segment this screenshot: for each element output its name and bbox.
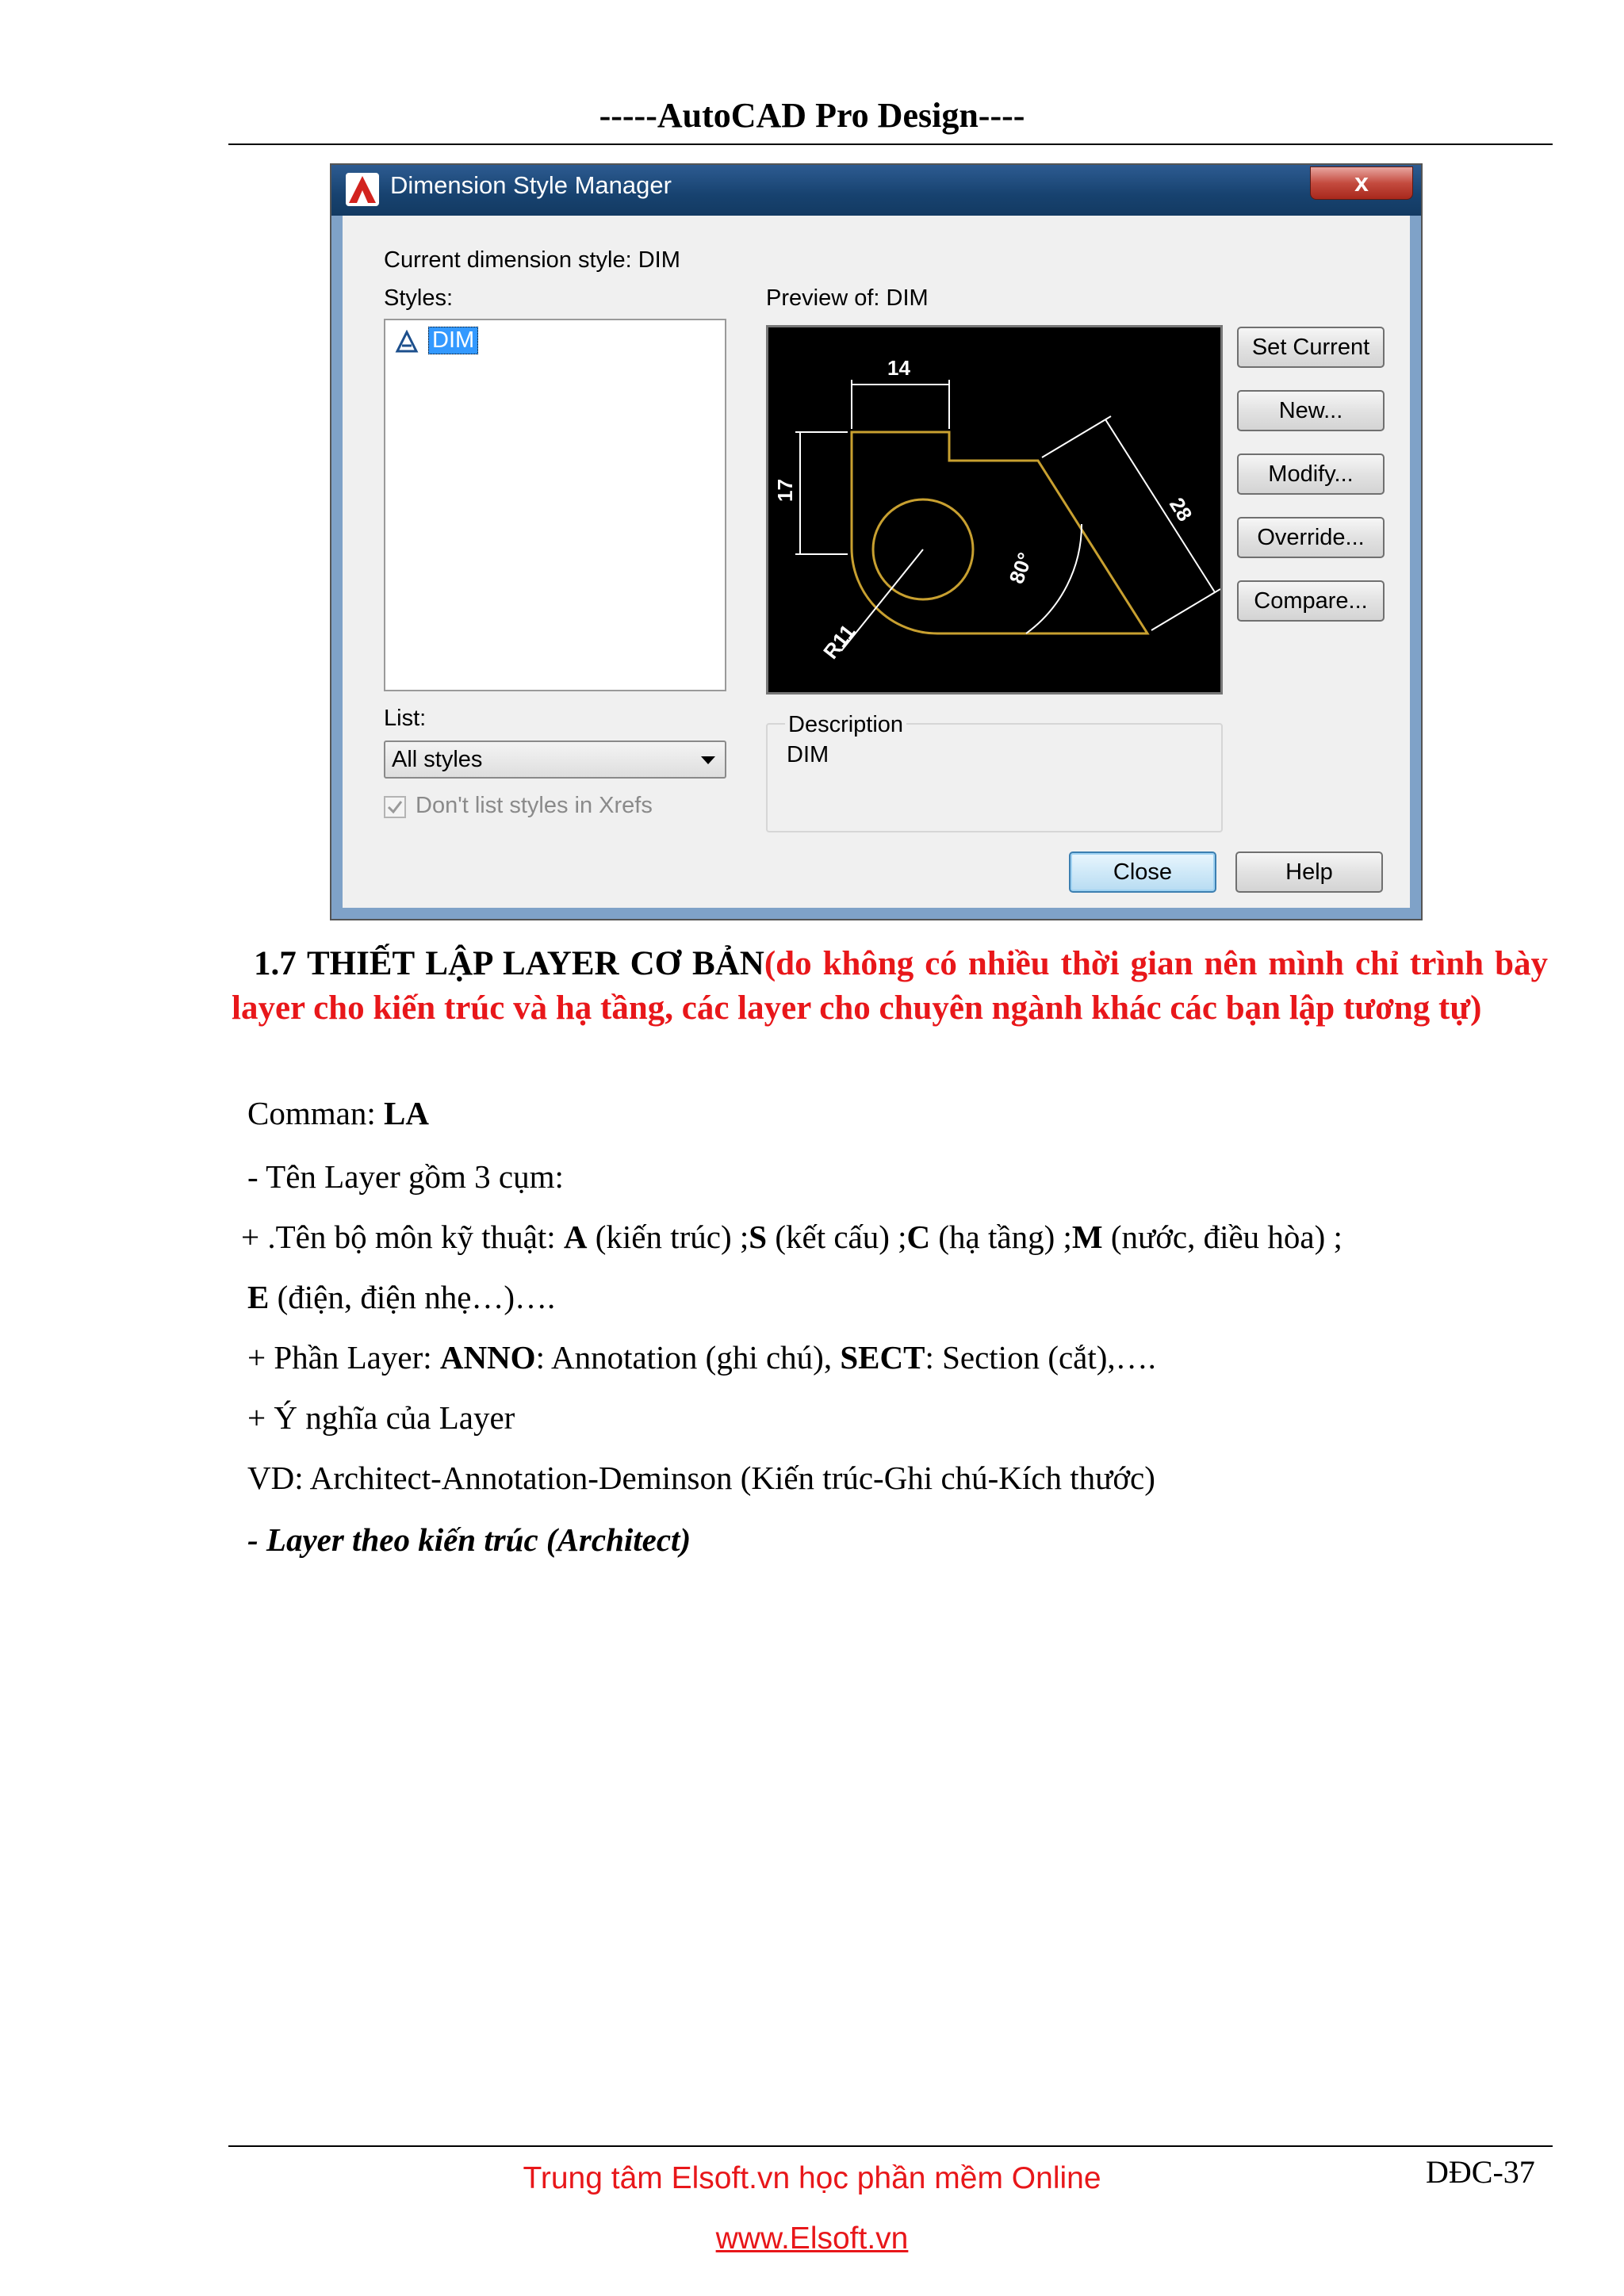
part-code-anno: ANNO: [439, 1339, 536, 1376]
discipline-text: (nước, điều hòa) ;: [1102, 1219, 1342, 1255]
list-dropdown[interactable]: [384, 740, 726, 779]
dim-17-label: 17: [773, 479, 797, 502]
xrefs-checkbox[interactable]: [384, 796, 406, 818]
list-label: List:: [384, 706, 427, 731]
close-button[interactable]: Close: [1069, 851, 1216, 893]
new-button[interactable]: New...: [1237, 390, 1385, 431]
compare-button[interactable]: Compare...: [1237, 580, 1385, 622]
discipline-text: + .Tên bộ môn kỹ thuật:: [241, 1219, 564, 1255]
discipline-code-c: C: [906, 1219, 931, 1255]
dialog-body: [343, 216, 1410, 908]
footer-rule: [228, 2145, 1553, 2147]
dim-style-icon: [395, 330, 419, 354]
command-line: [247, 1094, 429, 1132]
xrefs-checkbox-label: Don't list styles in Xrefs: [416, 793, 653, 818]
discipline-text: (điện, điện nhẹ…)….: [269, 1279, 556, 1315]
discipline-code-m: M: [1071, 1219, 1103, 1255]
style-item-dim[interactable]: DIM: [428, 327, 478, 354]
part-text: : Annotation (ghi chú),: [535, 1339, 841, 1376]
close-icon[interactable]: x: [1310, 166, 1413, 200]
architect-layer-heading: - Layer theo kiến trúc (Architect): [247, 1521, 691, 1558]
layer-part-line: [247, 1338, 1156, 1376]
footer-text: Trung tâm Elsoft.vn học phần mềm Online: [523, 2161, 1101, 2195]
preview-label: Preview of: DIM: [766, 285, 929, 311]
discipline-code-a: A: [563, 1219, 588, 1255]
dimension-preview: [766, 325, 1223, 695]
styles-list[interactable]: [384, 319, 726, 691]
footer-link[interactable]: www.Elsoft.vn: [715, 2221, 909, 2256]
checkmark-icon: [385, 798, 404, 817]
part-code-sect: SECT: [840, 1339, 925, 1376]
dialog-title-bar[interactable]: [331, 165, 1421, 216]
dimension-style-manager-dialog: [330, 163, 1423, 920]
dim-14-label: 14: [887, 356, 910, 380]
page-number: DĐC-37: [1426, 2154, 1535, 2190]
chevron-down-icon: [699, 755, 717, 766]
discipline-code-e: E: [247, 1279, 270, 1315]
description-value: DIM: [787, 742, 829, 767]
layer-groups-line: - Tên Layer gồm 3 cụm:: [247, 1158, 564, 1195]
description-group: [766, 712, 1223, 832]
current-style-label: Current dimension style: DIM: [384, 247, 680, 273]
preview-drawing: [768, 327, 1220, 692]
dim-angle-label: 80°: [1004, 549, 1038, 587]
help-button[interactable]: Help: [1235, 851, 1383, 893]
list-dropdown-value: All styles: [392, 747, 483, 772]
autocad-logo-icon: [346, 173, 379, 206]
discipline-code-s: S: [749, 1219, 768, 1255]
modify-button[interactable]: Modify...: [1237, 453, 1385, 495]
command-prefix: Comman:: [247, 1095, 384, 1131]
section-heading: 1.7 THIẾT LẬP LAYER CƠ BẢN: [253, 945, 764, 982]
override-button[interactable]: Override...: [1237, 517, 1385, 558]
set-current-button[interactable]: Set Current: [1237, 327, 1385, 368]
styles-label: Styles:: [384, 285, 454, 311]
dim-radius-label: R11: [818, 619, 860, 664]
part-text: + Phần Layer:: [247, 1339, 440, 1376]
discipline-text: (kiến trúc) ;: [587, 1219, 749, 1255]
dialog-title: Dimension Style Manager: [390, 171, 672, 199]
description-label: Description: [785, 712, 906, 738]
section-title: [232, 942, 1548, 1031]
discipline-line-cont: [247, 1278, 555, 1316]
command-value: LA: [383, 1095, 429, 1131]
discipline-text: (kết cấu) ;: [767, 1219, 907, 1255]
page-header: -----AutoCAD Pro Design----: [599, 96, 1025, 135]
dim-28-label: 28: [1164, 493, 1197, 526]
section-note: (do không có nhiều thời gian nên mình chỉ trình bày layer cho kiến trúc và hạ tầng, các layer cho chuyên ngành khác các bạn lập tương tự): [232, 945, 1548, 1027]
discipline-text: (hạ tầng) ;: [930, 1219, 1072, 1255]
discipline-line: [241, 1218, 1342, 1256]
example-line: VD: Architect-Annotation-Deminson (Kiến trúc-Ghi chú-Kích thước): [247, 1460, 1155, 1496]
header-rule: [228, 144, 1553, 145]
part-text: : Section (cắt),….: [925, 1339, 1156, 1376]
layer-meaning-line: + Ý nghĩa của Layer: [247, 1399, 515, 1436]
